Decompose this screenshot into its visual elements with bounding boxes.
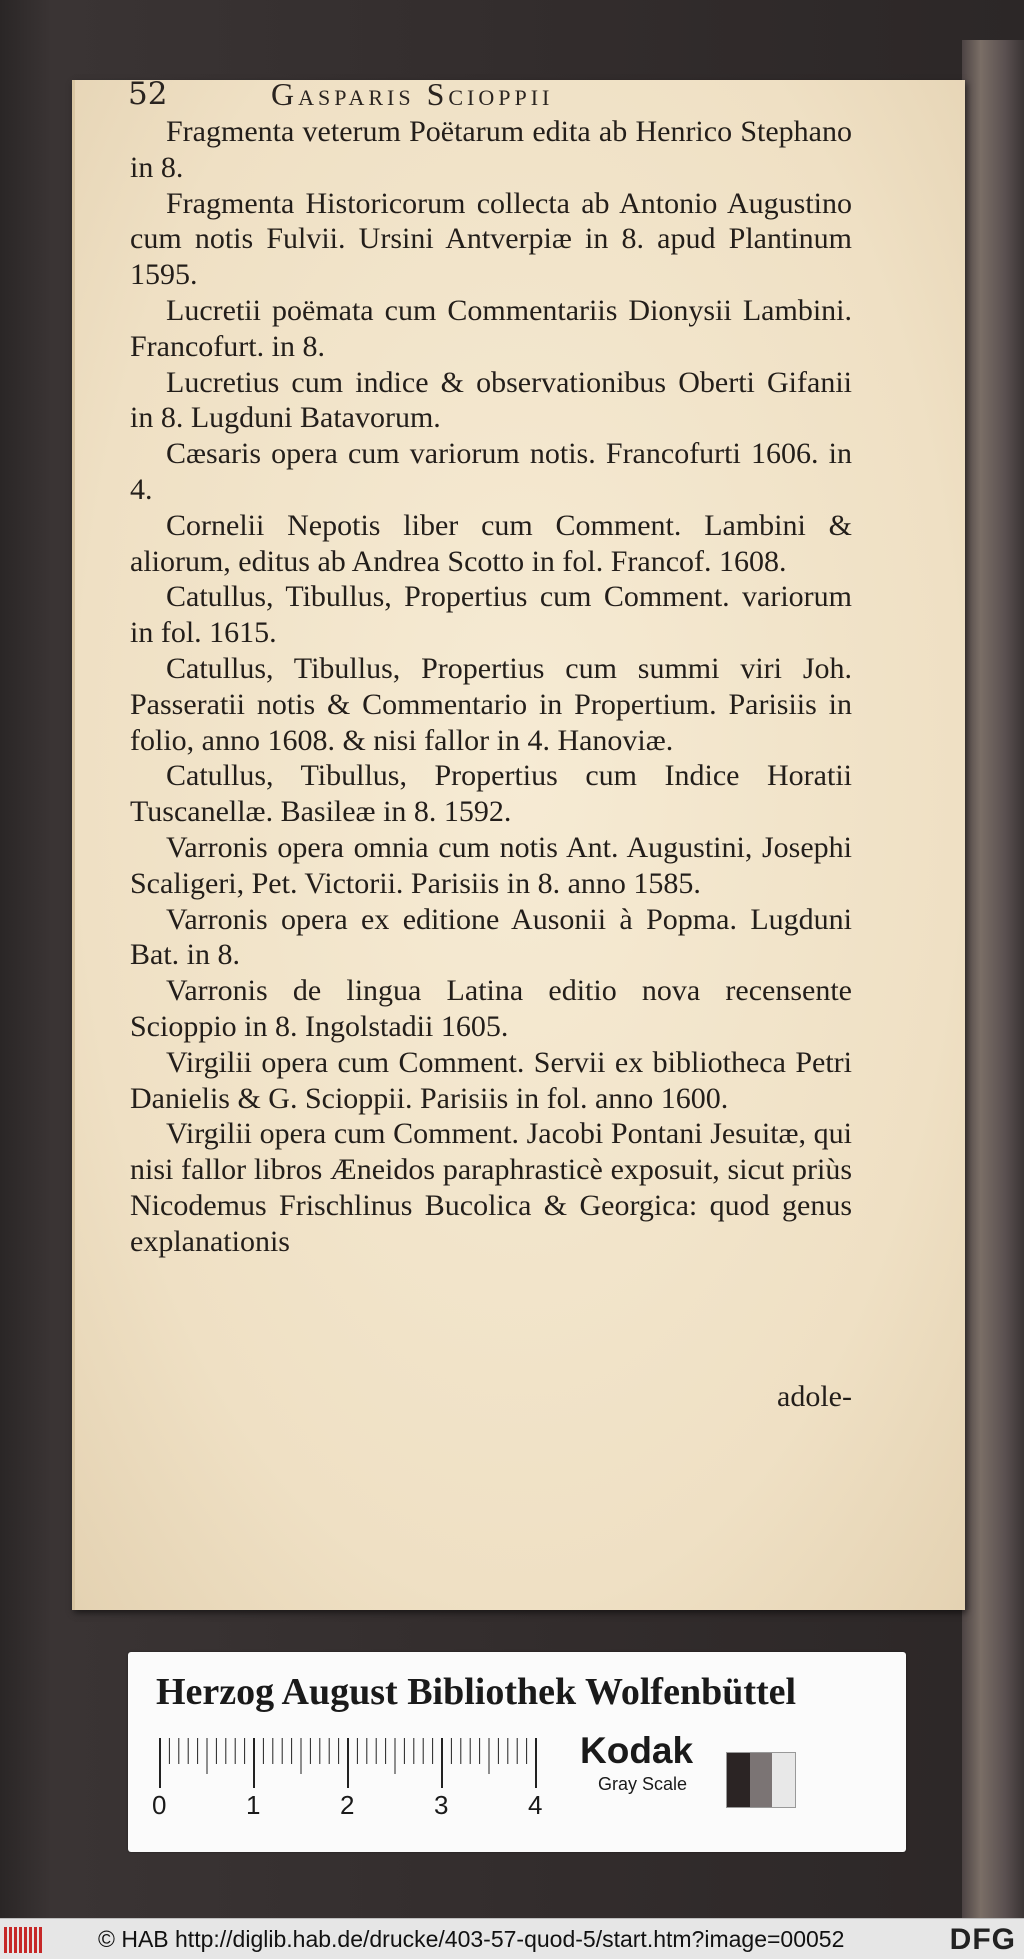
swatch-dark <box>727 1753 750 1807</box>
bibliography-entry: Catullus, Tibullus, Propertius cum Comment. variorum in fol. 1615. <box>130 580 852 650</box>
ruler-digit: 1 <box>246 1790 261 1820</box>
hab-barcode-icon <box>4 1927 46 1953</box>
copyright-url[interactable]: © HAB http://diglib.hab.de/drucke/403-57-quod-5/start.htm?image=00052 <box>98 1926 845 1952</box>
kodak-logo: Kodak <box>580 1730 694 1771</box>
bibliography-entry: Fragmenta veterum Poëtarum edita ab Henrico Stephano in 8. <box>130 115 852 184</box>
swatch-light <box>772 1753 795 1807</box>
bibliography-entry: Varronis de lingua Latina editio nova recensente Scioppio in 8. Ingolstadii 1605. <box>130 974 852 1043</box>
gray-scale-label: Gray Scale <box>598 1774 688 1794</box>
catchword: adole- <box>777 1380 852 1413</box>
ruler-digit: 4 <box>528 1790 543 1820</box>
bibliography-entry: Virgilii opera cum Comment. Jacobi Pontani Jesuitæ, qui nisi fallor libros Æneidos paraphrasticè exposuit, sicut priùs Nicodemus Frischlinus Bucolica & Georgica: quod genus explanationis <box>130 1117 852 1258</box>
page-header <box>128 74 848 114</box>
bibliography-entry: Varronis opera ex editione Ausonii à Popma. Lugduni Bat. in 8. <box>130 902 852 972</box>
page-number: 52 <box>128 76 168 112</box>
color-calibration-card <box>128 1652 906 1852</box>
footer-bar <box>0 1918 1024 1959</box>
bibliography-entry: Fragmenta Historicorum collecta ab Antonio Augustino cum notis Fulvii. Ursini Antverpiæ in 8. apud Plantinum 1595. <box>130 186 852 292</box>
dfg-logo: DFG <box>949 1923 1016 1956</box>
ruler-digit: 0 <box>152 1790 167 1820</box>
bibliography-entry: Cornelii Nepotis liber cum Comment. Lambini & aliorum, editus ab Andrea Scotto in fol. Francof. 1608. <box>130 508 852 578</box>
book-edge <box>962 40 1024 1918</box>
page-text <box>130 114 852 1260</box>
swatch-mid <box>750 1753 773 1807</box>
ruler <box>152 1738 578 1820</box>
library-name: Herzog August Bibliothek Wolfenbüttel <box>156 1671 797 1713</box>
ruler-digit: 3 <box>434 1790 449 1820</box>
bibliography-entry: Cæsaris opera cum variorum notis. Francofurti 1606. in 4. <box>130 437 852 506</box>
bibliography-entry: Lucretius cum indice & observationibus Oberti Gifanii in 8. Lugduni Batavorum. <box>130 365 852 435</box>
bibliography-entry: Lucretii poëmata cum Commentariis Dionysii Lambini. Francofurt. in 8. <box>130 293 852 363</box>
ruler-ticks-icon <box>158 1738 578 1794</box>
gray-swatch <box>726 1752 796 1808</box>
running-head: Gasparis Scioppii <box>271 76 554 112</box>
bibliography-entry: Catullus, Tibullus, Propertius cum summi viri Joh. Passeratii notis & Commentario in Propertium. Parisiis in folio, anno 1608. & nisi fallor in 4. Hanoviæ. <box>130 651 852 757</box>
bibliography-entry: Virgilii opera cum Comment. Servii ex bibliotheca Petri Danielis & G. Scioppii. Parisiis in fol. anno 1600. <box>130 1045 852 1115</box>
bibliography-entry: Catullus, Tibullus, Propertius cum Indice Horatii Tuscanellæ. Basileæ in 8. 1592. <box>130 759 852 829</box>
bibliography-entry: Varronis opera omnia cum notis Ant. Augustini, Josephi Scaligeri, Pet. Victorii. Parisiis in 8. anno 1585. <box>130 830 852 900</box>
ruler-digit: 2 <box>340 1790 355 1820</box>
